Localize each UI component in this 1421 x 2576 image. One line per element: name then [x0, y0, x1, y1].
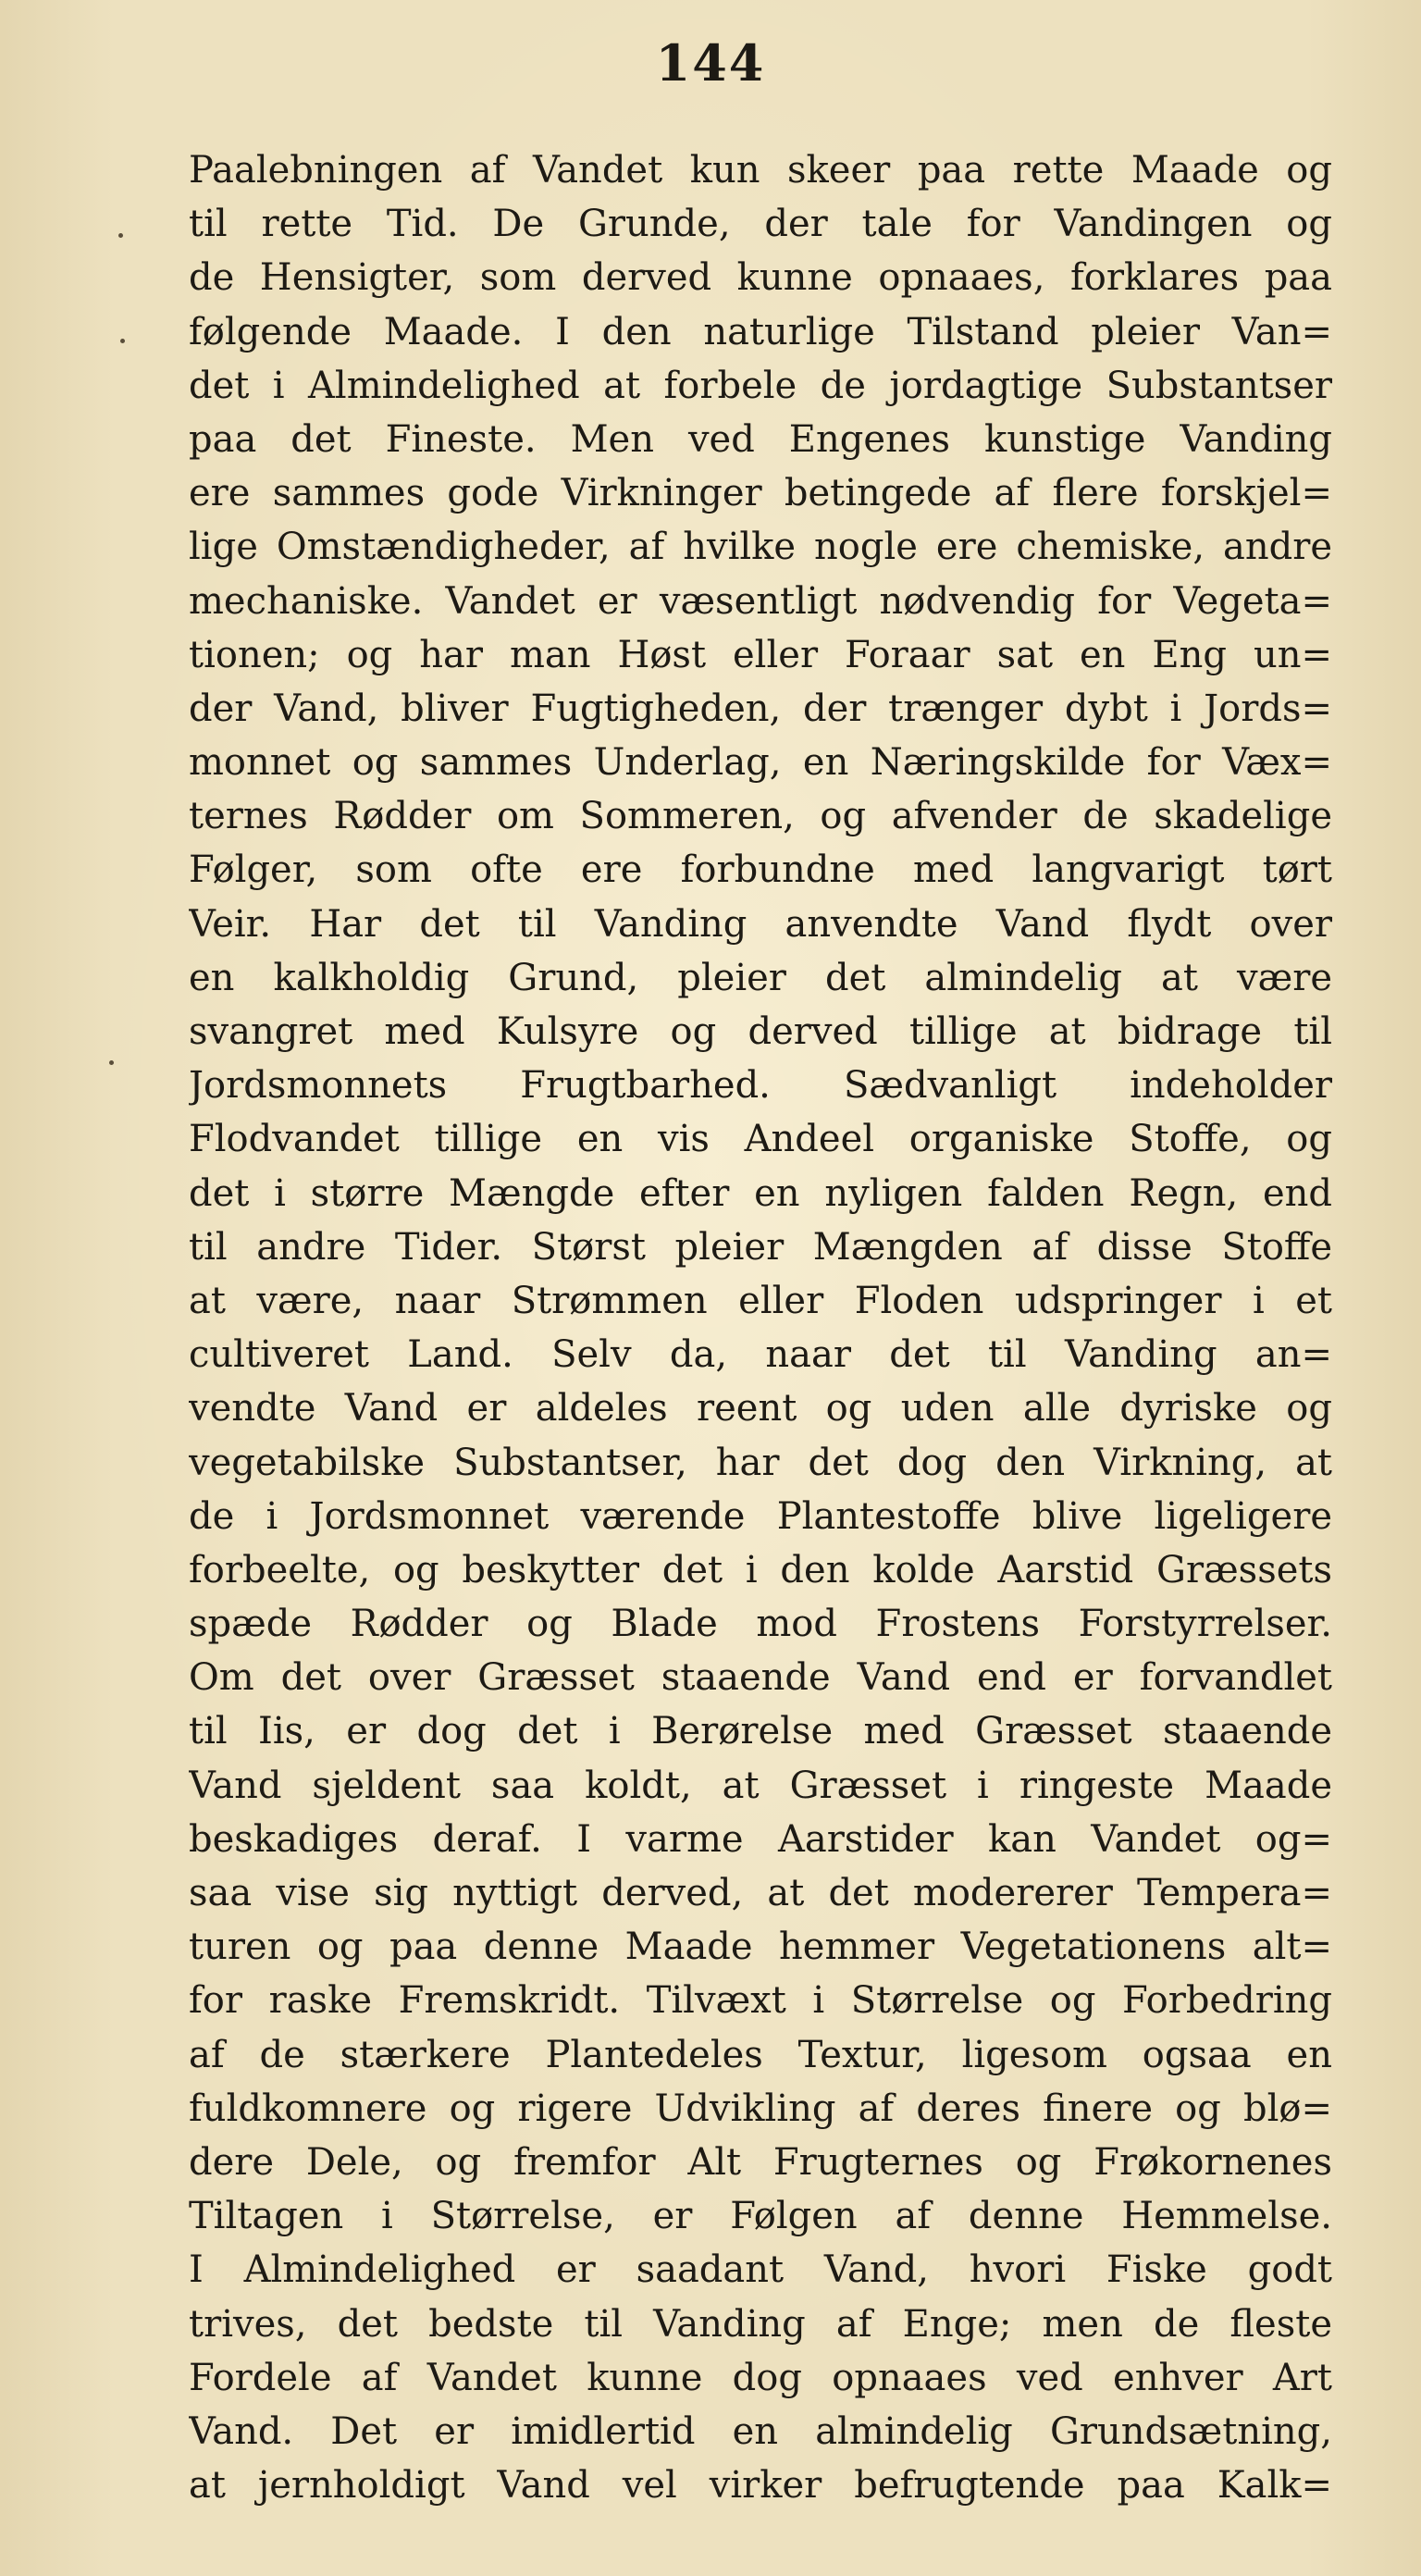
text-line: til Iis, er dog det i Berørelse med Græsset staaende — [189, 1710, 1332, 1753]
text-line: fuldkomnere og rigere Udvikling af deres finere og blø= — [189, 2087, 1332, 2130]
text-line: I Almindelighed er saadant Vand, hvori Fiske godt — [189, 2248, 1332, 2292]
text-line: til andre Tider. Størst pleier Mængden af disse Stoffe — [189, 1225, 1332, 1269]
text-line: cultiveret Land. Selv da, naar det til Vanding an= — [189, 1333, 1332, 1377]
body-text — [189, 143, 1332, 2512]
text-line: Tiltagen i Størrelse, er Følgen af denne Hemmelse. — [189, 2195, 1332, 2238]
text-line: svangret med Kulsyre og derved tillige at bidrage til — [189, 1010, 1332, 1053]
text-line: Paalebningen af Vandet kun skeer paa rette Maade og — [189, 149, 1332, 192]
text-line: turen og paa denne Maade hemmer Vegetationens alt= — [189, 1926, 1332, 1969]
page-number: 144 — [655, 33, 766, 93]
text-line: Vand. Det er imidlertid en almindelig Grundsætning, — [189, 2409, 1332, 2453]
margin-speck — [118, 233, 123, 238]
text-line: Jordsmonnets Frugtbarhed. Sædvanligt indeholder — [189, 1064, 1332, 1108]
text-line: vegetabilske Substantser, har det dog den Virkning, at — [189, 1441, 1332, 1484]
text-line: paa det Fineste. Men ved Engenes kunstige Vanding — [189, 417, 1332, 461]
text-line: lige Omstændigheder, af hvilke nogle ere chemiske, andre — [189, 526, 1332, 569]
text-line: Fordele af Vandet kunne dog opnaaes ved enhver Art — [189, 2356, 1332, 2399]
text-line: mechaniske. Vandet er væsentligt nødvendig for Vegeta= — [189, 579, 1332, 623]
text-line: de Hensigter, som derved kunne opnaaes, forklares paa — [189, 256, 1332, 300]
margin-speck — [120, 339, 125, 343]
text-line: til rette Tid. De Grunde, der tale for Vandingen og — [189, 203, 1332, 246]
text-line: det i Almindelighed at forbele de jordagtige Substantser — [189, 364, 1332, 407]
text-line: følgende Maade. I den naturlige Tilstand pleier Van= — [189, 310, 1332, 353]
text-line: dere Dele, og fremfor Alt Frugternes og Frøkornenes — [189, 2140, 1332, 2184]
text-line: tionen; og har man Høst eller Foraar sat en Eng un= — [189, 633, 1332, 676]
text-line: Om det over Græsset staaende Vand end er forvandlet — [189, 1656, 1332, 1700]
text-line: Veir. Har det til Vanding anvendte Vand flydt over — [189, 902, 1332, 946]
text-line: at jernholdigt Vand vel virker befrugtende paa Kalk= — [189, 2464, 1332, 2508]
margin-speck — [109, 1060, 114, 1065]
text-line: vendte Vand er aldeles reent og uden alle dyriske og — [189, 1387, 1332, 1430]
text-line: for raske Fremskridt. Tilvæxt i Størrelse og Forbedring — [189, 1979, 1332, 2023]
text-line: trives, det bedste til Vanding af Enge; men de fleste — [189, 2302, 1332, 2346]
text-line: Følger, som ofte ere forbundne med langvarigt tørt — [189, 848, 1332, 892]
text-line: saa vise sig nyttigt derved, at det modererer Tempera= — [189, 1872, 1332, 1914]
text-line: beskadiges deraf. I varme Aarstider kan Vandet og= — [189, 1817, 1332, 1861]
text-line: Vand sjeldent saa koldt, at Græsset i ringeste Maade — [189, 1764, 1332, 1807]
text-line: der Vand, bliver Fugtigheden, der trænger dybt i Jords= — [189, 687, 1332, 730]
text-line: en kalkholdig Grund, pleier det almindelig at være — [189, 956, 1332, 999]
text-line: Flodvandet tillige en vis Andeel organiske Stoffe, og — [189, 1118, 1332, 1161]
text-line: monnet og sammes Underlag, en Næringskilde for Væx= — [189, 741, 1332, 785]
text-line: spæde Rødder og Blade mod Frostens Forstyrrelser. — [189, 1603, 1332, 1646]
text-line: de i Jordsmonnet værende Plantestoffe blive ligeligere — [189, 1494, 1332, 1538]
text-line: ternes Rødder om Sommeren, og afvender de skadelige — [189, 795, 1332, 838]
text-line: af de stærkere Plantedeles Textur, ligesom ogsaa en — [189, 2033, 1332, 2076]
text-line: ere sammes gode Virkninger betingede af flere forskjel= — [189, 472, 1332, 515]
text-line: at være, naar Strømmen eller Floden udspringer i et — [189, 1279, 1332, 1322]
text-line: forbeelte, og beskytter det i den kolde Aarstid Græssets — [189, 1548, 1332, 1591]
text-line: det i større Mængde efter en nyligen falden Regn, end — [189, 1171, 1332, 1215]
